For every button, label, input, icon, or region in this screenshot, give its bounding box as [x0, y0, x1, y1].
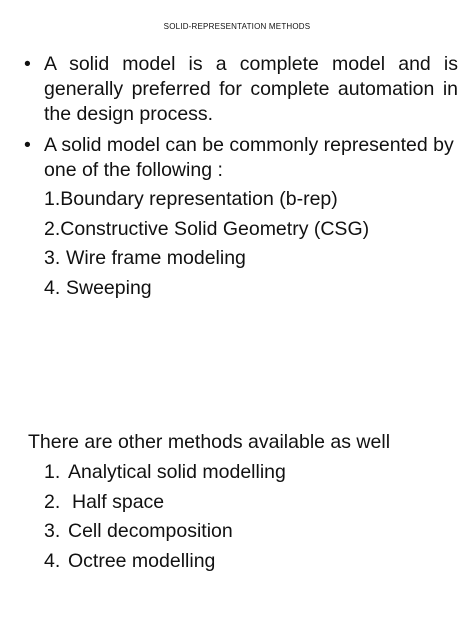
list-item-other-1 [44, 460, 286, 485]
list-item-other-4 [44, 549, 215, 574]
slide-title: SOLID-REPRESENTATION METHODS [163, 22, 311, 31]
list-number: 3. [44, 247, 61, 269]
list-label: Octree modelling [68, 550, 216, 572]
list-number: 2. [44, 491, 61, 513]
list-number: 4. [44, 550, 61, 572]
bullet-item-1 [24, 52, 458, 127]
list-number: 1. [44, 461, 61, 483]
list-label: Wire frame modeling [66, 247, 246, 269]
bullet-item-2 [24, 133, 458, 183]
list-item-representation-2 [44, 217, 369, 242]
list-number: 2. [44, 218, 61, 240]
list-number: 1. [44, 188, 61, 210]
list-label: Boundary representation (b-rep) [60, 188, 338, 210]
list-item-other-3 [44, 519, 233, 544]
list-item-other-2 [44, 490, 164, 515]
list-item-representation-1 [44, 187, 338, 212]
list-item-representation-3 [44, 246, 246, 271]
list-label: Half space [72, 491, 165, 513]
bullet-marker: • [24, 134, 31, 156]
list-label: Analytical solid modelling [68, 461, 286, 483]
other-methods-heading: There are other methods available as well [28, 431, 391, 453]
bullet-marker: • [24, 53, 31, 75]
bullet-text: A solid model can be commonly represented by one of the following : [44, 134, 454, 181]
list-number: 3. [44, 520, 61, 542]
list-label: Sweeping [66, 277, 152, 299]
bullet-text: A solid model is a complete model and is generally preferred for complete automation in the design process. [44, 53, 458, 125]
list-number: 4. [44, 277, 61, 299]
list-item-representation-4 [44, 276, 152, 301]
list-label: Constructive Solid Geometry (CSG) [60, 218, 370, 240]
list-label: Cell decomposition [68, 520, 233, 542]
